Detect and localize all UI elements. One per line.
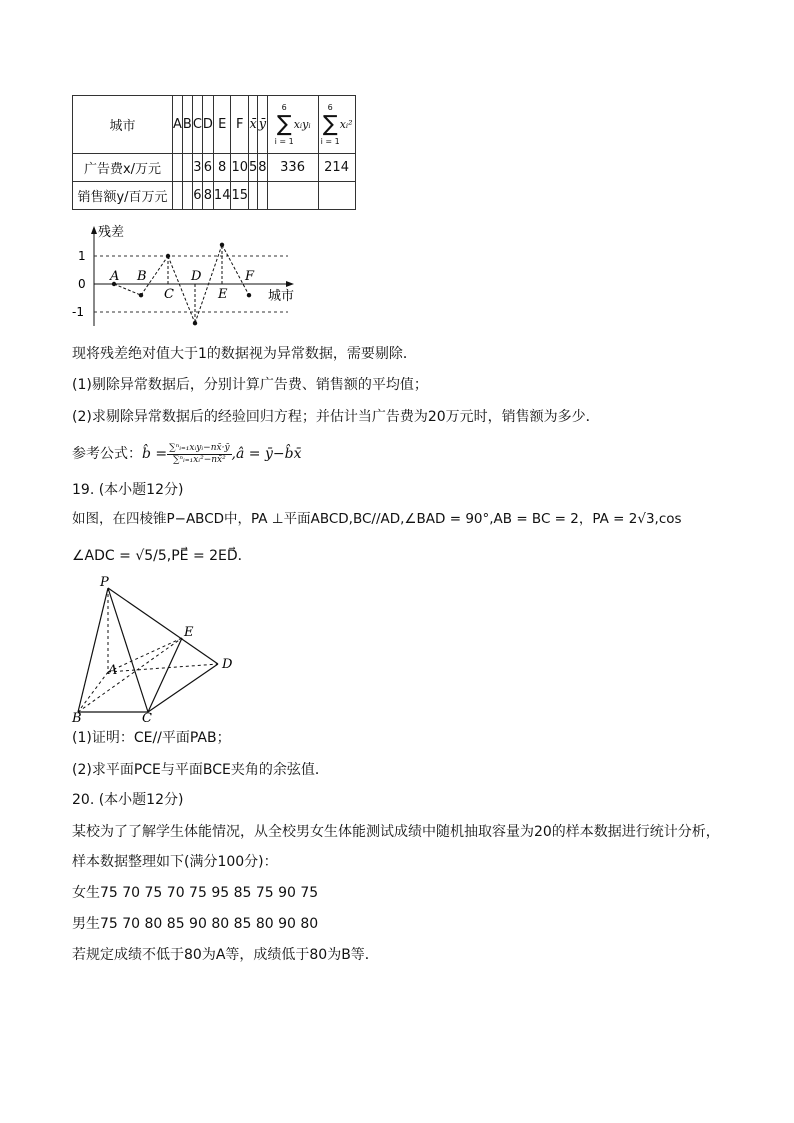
- question-20-title: 20. (本小题12分): [72, 792, 184, 808]
- row-ad-sum-xy: 336: [267, 154, 318, 182]
- data-table: [72, 95, 356, 210]
- para-remove-outliers: 现将残差绝对值大于1的数据视为异常数据，需要剔除．: [72, 346, 417, 362]
- question-18-1: (1)剔除异常数据后，分别计算广告费、销售额的平均值；: [72, 377, 428, 393]
- residual-point: [193, 321, 197, 325]
- row-sales-cell: 15: [231, 182, 249, 210]
- table-row-ad: [73, 154, 356, 182]
- x-axis-label: 城市: [268, 289, 295, 304]
- question-20-line-2: 样本数据整理如下(满分100分)：: [72, 854, 278, 870]
- question-18-2: (2)求剔除异常数据后的经验回归方程；并估计当广告费为20万元时，销售额为多少．: [72, 409, 600, 425]
- header-e: E: [213, 96, 231, 154]
- row-ad-cell: [182, 154, 192, 182]
- row-ad-cell: 3: [192, 154, 202, 182]
- row-ad-cell: 6: [202, 154, 213, 182]
- question-19-title: 19. (本小题12分): [72, 482, 184, 498]
- row-sales-cell: [249, 182, 258, 210]
- row-sales-cell: [318, 182, 355, 210]
- row-ad-label: 广告费x/万元: [73, 154, 173, 182]
- formula-label: 参考公式：: [72, 446, 142, 462]
- x-axis-arrow: [286, 281, 294, 287]
- residual-chart: [70, 222, 310, 332]
- row-ad-cell: 10: [231, 154, 249, 182]
- sum-x2-sub: i = 1: [320, 136, 340, 146]
- row-ad-cell: 8: [258, 154, 267, 182]
- city-label: B: [137, 269, 147, 284]
- residual-point: [247, 293, 251, 297]
- row-sales-cell: [258, 182, 267, 210]
- city-label: D: [191, 269, 202, 284]
- sum-x2-sup: 6: [327, 102, 333, 112]
- label-b: B: [72, 711, 82, 724]
- header-sum-x2: [318, 96, 355, 154]
- question-20-male-scores: 男生75 70 80 85 90 80 85 80 90 80: [72, 916, 319, 932]
- formula-a: ,â = ȳ−b̂x̄: [231, 446, 302, 462]
- sum-xy-term: xᵢyᵢ: [293, 118, 311, 131]
- table-row-sales: [73, 182, 356, 210]
- sum-x2-term: xᵢ²: [339, 118, 353, 131]
- edge-ae: [108, 638, 182, 672]
- row-ad-cell: 8: [213, 154, 231, 182]
- row-sales-cell: 14: [213, 182, 231, 210]
- label-d: D: [222, 657, 233, 672]
- row-ad-sum-x2: 214: [318, 154, 355, 182]
- header-ybar: ȳ: [258, 96, 267, 154]
- question-19-2: (2)求平面PCE与平面BCE夹角的余弦值．: [72, 762, 329, 778]
- formula-denominator: ∑ⁿᵢ₌₁xᵢ²−nx̄²: [172, 454, 226, 465]
- edge-pd: [108, 588, 218, 664]
- label-e: E: [184, 625, 194, 640]
- residual-point: [220, 243, 224, 247]
- formula-fraction: [167, 443, 231, 466]
- row-sales-cell: [267, 182, 318, 210]
- city-label: F: [245, 269, 255, 284]
- header-f: F: [231, 96, 249, 154]
- residual-point: [139, 293, 143, 297]
- y-axis-arrow: [91, 226, 97, 234]
- origin-label: 0: [78, 277, 86, 291]
- table-header-row: [73, 96, 356, 154]
- tick-neg-label: -1: [72, 305, 84, 319]
- header-b: B: [182, 96, 192, 154]
- row-sales-cell: 6: [192, 182, 202, 210]
- residual-point: [166, 254, 170, 258]
- header-d: D: [202, 96, 213, 154]
- header-xbar: x̄: [249, 96, 258, 154]
- sum-xy-sub: i = 1: [274, 136, 294, 146]
- row-sales-cell: 8: [202, 182, 213, 210]
- label-p: P: [100, 575, 109, 590]
- question-20-female-scores: 女生75 70 75 70 75 95 85 75 90 75: [72, 885, 319, 901]
- row-sales-cell: [182, 182, 192, 210]
- header-sum-xy: [267, 96, 318, 154]
- tick-pos-label: 1: [78, 249, 86, 263]
- row-sales-cell: [173, 182, 183, 210]
- row-ad-cell: [173, 154, 183, 182]
- question-20-grade-rule: 若规定成绩不低于80为A等，成绩低于80为B等．: [72, 947, 379, 963]
- question-19-line-1: 如图，在四棱锥P−ABCD中，PA ⊥平面ABCD,BC//AD,∠BAD = 90°,AB = BC = 2，PA = 2√3,cos: [72, 511, 682, 527]
- label-c: C: [142, 711, 152, 724]
- city-label: A: [110, 269, 120, 284]
- y-axis-label: 残差: [98, 225, 125, 240]
- pyramid-figure: [68, 574, 248, 724]
- city-label: C: [164, 287, 174, 302]
- residual-connector: [114, 284, 141, 295]
- sum-x2-sigma: ∑: [322, 111, 338, 137]
- edge-pc: [108, 588, 148, 712]
- label-a: A: [108, 663, 118, 678]
- header-c: C: [192, 96, 202, 154]
- sum-xy-sigma: ∑: [276, 111, 292, 137]
- question-19-1: (1)证明：CE//平面PAB；: [72, 730, 231, 746]
- formula-numerator: ∑ⁿᵢ₌₁xᵢyᵢ−nx̄·ȳ: [169, 442, 230, 453]
- question-20-line-1: 某校为了了解学生体能情况，从全校男女生体能测试成绩中随机抽取容量为20的样本数据进行统计分析，: [72, 824, 720, 840]
- question-19-line-2: ∠ADC = √5/5,PE⃗ = 2ED⃗．: [72, 548, 252, 564]
- reference-formula: [72, 436, 301, 472]
- edge-ad: [108, 664, 218, 672]
- header-city: 城市: [73, 96, 173, 154]
- formula-b-lhs: b̂ =: [142, 446, 168, 462]
- row-sales-label: 销售额y/百万元: [73, 182, 173, 210]
- header-a: A: [173, 96, 183, 154]
- city-label: E: [218, 287, 228, 302]
- row-ad-cell: 5: [249, 154, 258, 182]
- sum-xy-sup: 6: [281, 102, 287, 112]
